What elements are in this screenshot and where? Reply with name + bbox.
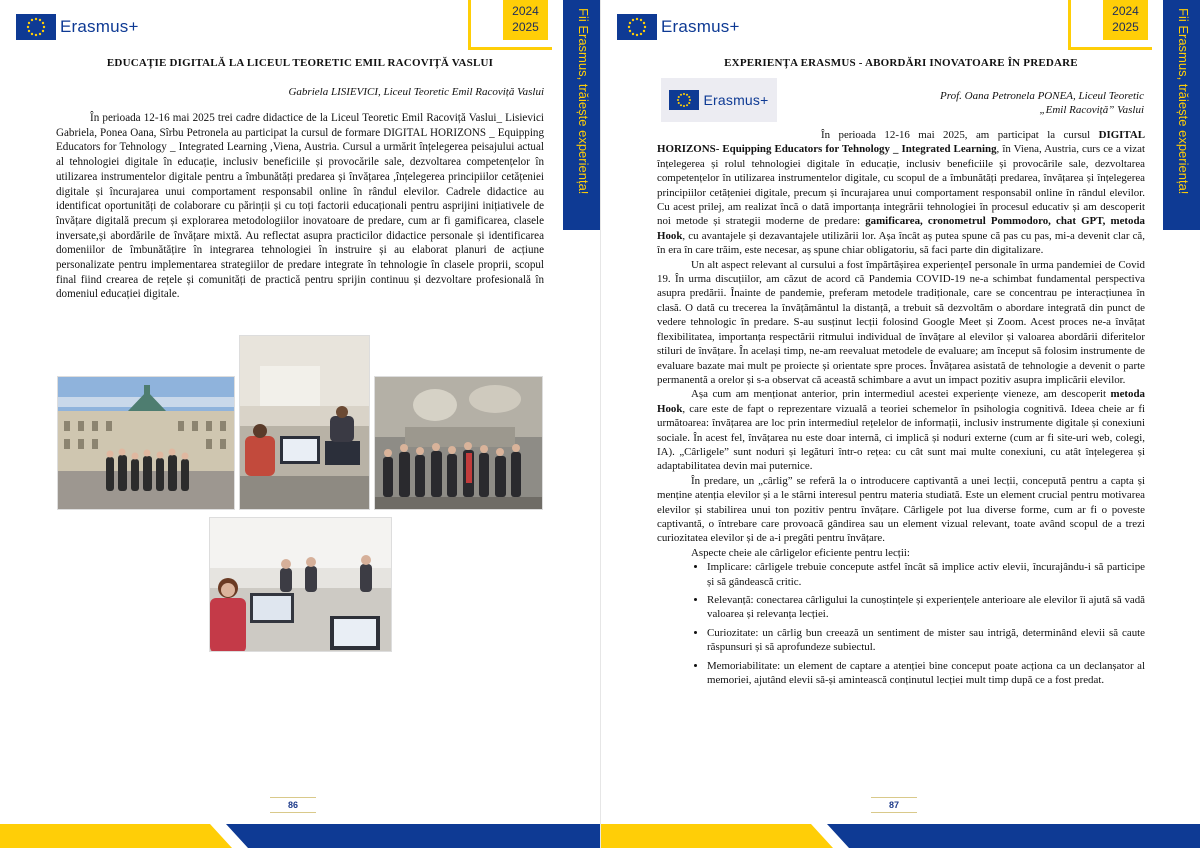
erasmus-logo: [617, 14, 740, 40]
photo-training-room-laptops: [239, 335, 370, 510]
p1-methods: gamificarea, cronometrul Pommodoro, chat GPT, metoda Hook: [657, 215, 1145, 242]
erasmus-logo: [16, 14, 139, 40]
article-title: EDUCAȚIE DIGITALĂ LA LICEUL TEORETIC EMIL RACOVIȚĂ VASLUI: [106, 57, 494, 69]
article-author: Gabriela LISIEVICI, Liceul Teoretic Emil Racoviță Vaslui: [288, 86, 544, 98]
p1-text-c: , în Viena, Austria, curs ce a vizat înțelegerea și rolul tehnologiei digitale în educație, inclusiv beneficiile și provocările sale, dezvoltarea competențelor în utilizarea instrumentelor digitale, cu scopul de a îmbunătăți predarea, învățarea și înțelegerea principiilor cetățeniei digitale, precum și încurajarea unui comportament responsabil online în rândul elevilor. Cu acest prilej, am realizat încă o dată importanța integrării tehnologiei în procesul educativ și am descoperit noi metode și strategii moderne de predare:: [657, 143, 1146, 228]
p1-text-e: , cu avantajele și dezavantajele utilizării lor. Așa încât aș putea spune că pas cu pas, mi-a devenit clar că, în era în care trăim, este necesar, aș spune chiar obligatoriu, să faci parte din digitalizare.: [657, 229, 1145, 257]
side-banner: [563, 0, 600, 230]
article-title: EXPERIENȚA ERASMUS - ABORDĂRI INOVATOARE ÎN PREDARE: [724, 57, 1078, 69]
paragraph-1: [657, 128, 1145, 258]
eu-flag-icon: [669, 90, 699, 110]
badge-brand-name: Erasmus+: [703, 92, 769, 108]
side-motto: Fii Erasmus, trăiește experiența!: [1176, 8, 1191, 195]
photo-group-at-fountain: [374, 376, 543, 510]
year-bottom: 2025: [512, 20, 539, 34]
erasmus-badge: [661, 78, 777, 122]
paragraph-3: [657, 387, 1145, 473]
side-banner: [1163, 0, 1200, 230]
photo-teacher-with-laptop: [209, 517, 392, 652]
year-badge: [503, 0, 548, 40]
footer-stripes: [0, 824, 600, 848]
brand-name: Erasmus+: [661, 17, 740, 36]
article-body: [56, 111, 544, 302]
list-item: • Memoriabilitate: un element de captare a atenției bine conceput poate acționa ca un declanșator al memoriei, ajutând elevii să-și amintească conținutul lecției mult timp după ce a fost predat.: [707, 659, 1145, 688]
p3-text-c: , care este de fapt o reprezentare vizuală a teoriei schemelor în psihologia cognitivă. Ideea cheie ar fi următoarea: învățarea are loc prin intermediul rețelelor de informații, inclusiv instrumente digitale și conexiuni sociale. În acest fel, învățarea nu este doar internă, ci implică și noduri externe (cum ar fi site-uri web, colegi, IA). „Cârligele” sunt noduri și legături într-o rețea: cu cât sunt mai multe conexiuni, cu atât înțelegerea și adaptabilitatea devin mai puternice.: [657, 402, 1145, 473]
year-badge: [1103, 0, 1148, 40]
key-aspects-list: [657, 560, 1145, 687]
article-author: [901, 89, 1144, 117]
p1-text-a: În perioada 12-16 mai 2025, am participat la cursul: [821, 129, 1099, 141]
list-item: • Implicare: cârligele trebuie concepute astfel încât să implice activ elevii, încurajându-i să participe și să gândească critic.: [707, 560, 1145, 589]
list-item: • Curiozitate: un cârlig bun creează un sentiment de mister sau intrigă, determinând elevii să caute răspunsuri și să aprofundeze subiectul.: [707, 626, 1145, 655]
paragraph-5: Aspecte cheie ale cârligelor eficiente pentru lecții:: [691, 546, 910, 559]
year-top: 2024: [512, 4, 539, 18]
author-line-2: „Emil Racoviță” Vaslui: [1039, 104, 1144, 116]
p1-course-name: DIGITAL HORIZONS- Equipping Educators for Tehnology _ Integrated Learning: [657, 129, 1145, 156]
paragraph-2: Un alt aspect relevant al cursului a fost împărtășirea experiențeI personale în urma pandemiei de Covid 19. În urma discuțiilor, am căzut de acord că Pandemia COVID-19 ne-a schimbat fundamental perspectiva asupra predării. Înainte de pandemie, preferam metodele tradiționale, care se concentrau pe interacțiunea în clasă. O dată cu trecerea la învățământul la distanță, a trebuit să dezvoltăm o abordare integrată din punct de vedere tehnologic în predare. S-au susținut lecții folosind Google Meet și Zoom. Acest proces ne-a învățat flexibilitatea, importanța respectării ritmului individual de învățare al elevilor și valoarea abordării diferitelor stiluri de învățare. În același timp, ne-am reevaluat metodele de evaluare; am început să folosim instrumente de evaluare bazate mai mult pe proiecte și orientate spre proces. Învățarea asistată de tehnologie a devenit o parte permanentă a orelor și s-a observat că această schimbare a avut un impact pozitiv asupra implicării elevilor.: [657, 258, 1145, 386]
page-number: 86: [270, 797, 316, 813]
page-number: 87: [871, 797, 917, 813]
article-body: [657, 128, 1145, 691]
photo-group-at-palace: [57, 376, 235, 510]
eu-flag-icon: [617, 14, 657, 40]
right-page: [600, 0, 1200, 848]
paragraph-4: În predare, un „cârlig” se referă la o introducere captivantă a unei lecții, concepută pentru a capta și menține atenția elevilor și a le stârni interesul pentru materia studiată. Este un element crucial pentru motivarea elevilor și stabilirea unui ton pozitiv pentru învățare. Cârligele pot lua diverse forme, cum ar fi o poveste captivantă, o întrebare care provoacă gândirea sau un element vizual relevant, toate având scopul de a trezi curiozitatea elevilor și de a-i pregăti pentru învățare.: [657, 474, 1145, 545]
author-line-1: Prof. Oana Petronela PONEA, Liceul Teoretic: [940, 90, 1144, 102]
p3-text-a: Așa cum am menționat anterior, prin intermediul acestei experiențe vieneze, am descoperit: [691, 388, 1111, 401]
side-motto: Fii Erasmus, trăiește experiența!: [576, 8, 591, 195]
list-item: • Relevanță: conectarea cârligului la cunoștințele și experiențele anterioare ale elevilor îi ajută să vadă valoarea și relevanța lecției.: [707, 593, 1145, 622]
p3-hook-method: metoda Hook: [657, 388, 1145, 415]
footer-stripes: [601, 824, 1200, 848]
brand-name: Erasmus+: [60, 17, 139, 36]
eu-flag-icon: [16, 14, 56, 40]
article-paragraph: În perioada 12-16 mai 2025 trei cadre didactice de la Liceul Teoretic Emil Racoviță Vaslui_ Lisievici Gabriela, Ponea Oana, Sîrbu Petronela au participat la cursul de formare DIGITAL HORIZONS _ Equipping Educators for Tehnology _ Integrated Learning ,Viena, Austria. Cursul a urmărit înțelegerea peisajului actual al tehnologiei digitale în educație, inclusiv beneficiile și provocările sale, dezvoltarea competențelor în utilizarea instrumentelor digitale pentru a îmbunătăți predarea și învățarea ,înțelegerea principiilor cetățeniei digitale și încurajarea unui comportament responsabil online în rândul elevilor. Cadrele didactice au identificat oportunități de colaborare cu părinții și cu toți factorii educaționali pentru asprijini inițiativele de învățare digitală precum și explorarea metodologiilor inovatoare de predare, cum ar fi gamificarea, clasele inversate,și abordările de învățare mixtă. Au reflectat asupra practicilor didactice personale și identificarea domeniilor de îmbunătățire în integrarea tehnologiei în instruire și au elaborat planuri de acțiune personalizate pentru implementarea strategiilor de predare integrate în tehnologie în clasele proprii, scopul final fiind crearea de rețele și comunități de practică pentru sprijin continuu și dezvoltare profesională în domeniul educației digitale.: [56, 112, 544, 301]
year-bottom: 2025: [1112, 20, 1139, 34]
year-top: 2024: [1112, 4, 1139, 18]
